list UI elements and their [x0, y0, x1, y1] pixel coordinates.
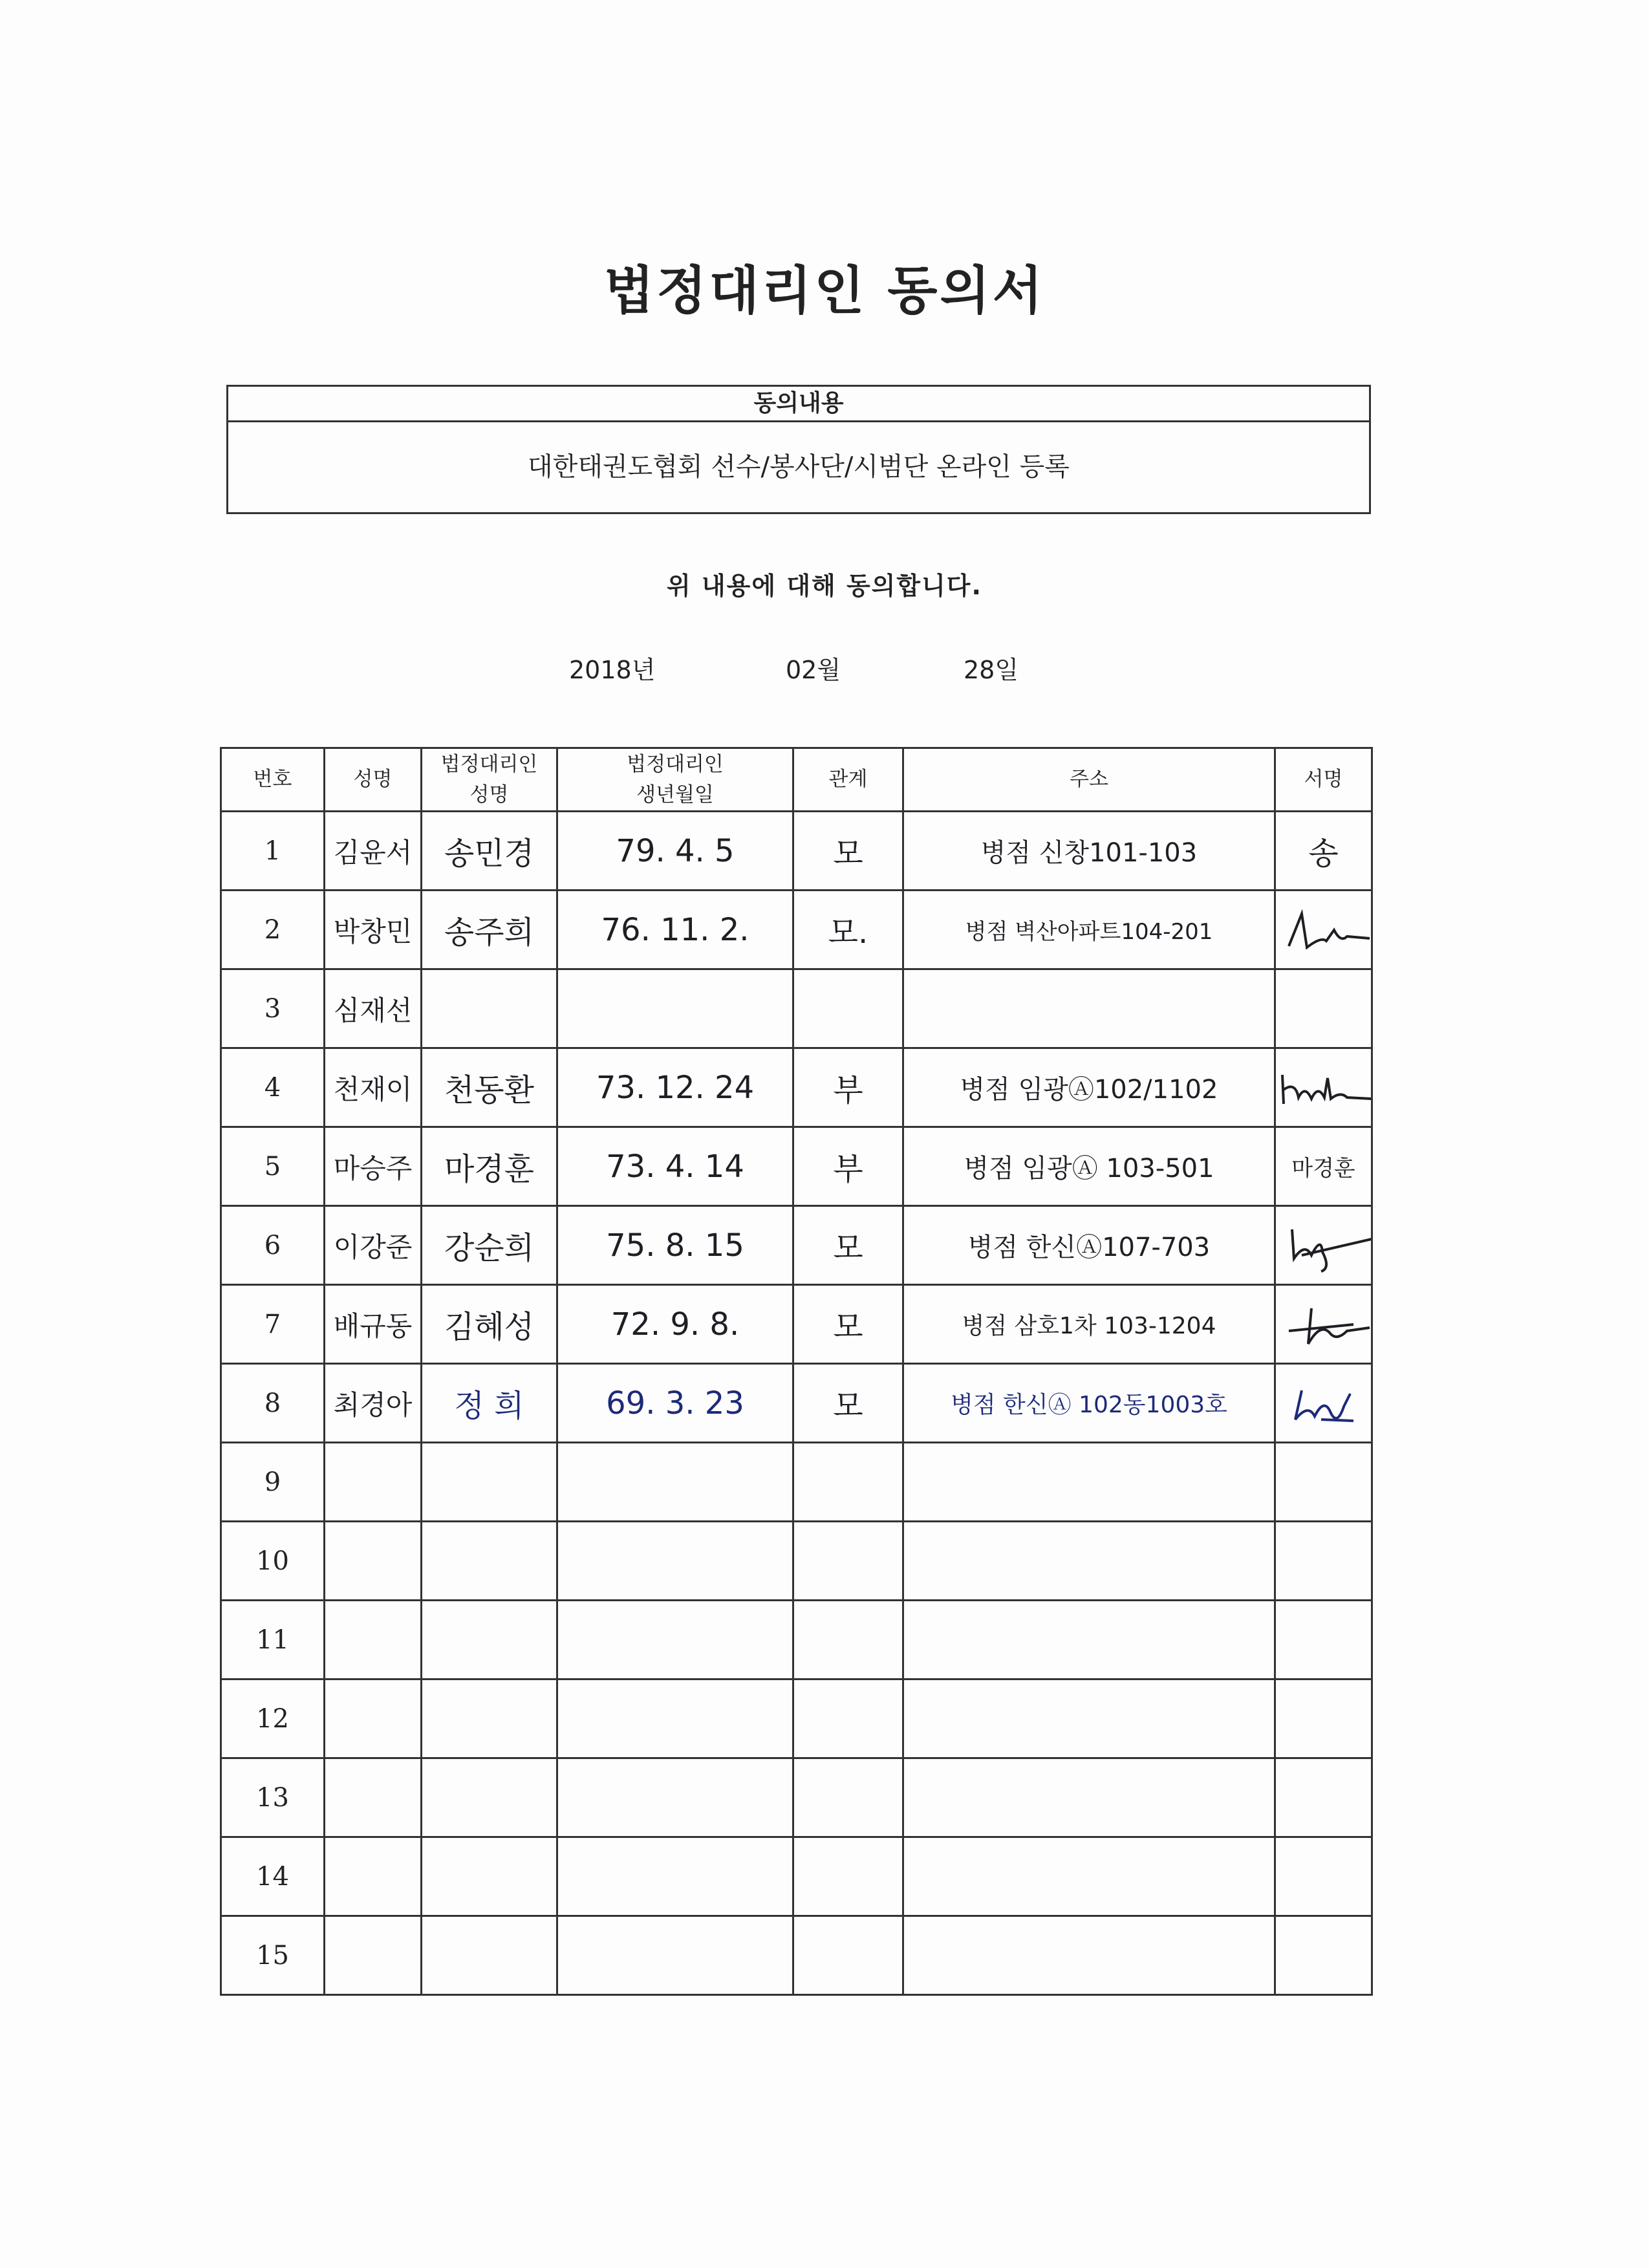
- guardian-name: 김혜성: [422, 1285, 557, 1364]
- table-row: [221, 1443, 1372, 1522]
- relation: [793, 1601, 903, 1679]
- signature: [1275, 1206, 1372, 1285]
- signature: [1275, 1285, 1372, 1364]
- consent-body: 대한태권도협회 선수/봉사단/시범단 온라인 등록: [528, 452, 1070, 482]
- guardian-name: [422, 969, 557, 1048]
- signature: [1275, 1364, 1372, 1443]
- signature-scribble: [1276, 1059, 1372, 1117]
- row-number: 15: [221, 1916, 325, 1995]
- guardian-name: [422, 1601, 557, 1679]
- child-name: 심재선: [325, 969, 422, 1048]
- address: [903, 1443, 1275, 1522]
- address: [903, 1679, 1275, 1758]
- row-number: 1: [221, 812, 325, 891]
- header-guardian-name: 법정대리인 성명: [422, 748, 557, 812]
- guardian-birth: [557, 1916, 793, 1995]
- address: [903, 1522, 1275, 1601]
- guardian-name: 송주희: [422, 891, 557, 969]
- table-row: [221, 1679, 1372, 1758]
- guardian-birth: [557, 1522, 793, 1601]
- address: 병점 신창101-103: [903, 812, 1275, 891]
- guardian-name: [422, 1758, 557, 1837]
- row-number: 3: [221, 969, 325, 1048]
- guardian-table: [220, 747, 1373, 1996]
- table-row: [221, 1522, 1372, 1601]
- row-number: 7: [221, 1285, 325, 1364]
- guardian-name: 강순희: [422, 1206, 557, 1285]
- consent-box: [226, 385, 1371, 514]
- row-number: 9: [221, 1443, 325, 1522]
- guardian-birth: [557, 1837, 793, 1916]
- signature: 마경훈: [1275, 1127, 1372, 1206]
- signature-scribble: [1276, 1295, 1372, 1354]
- table-row: [221, 1916, 1372, 1995]
- table-row: [221, 1206, 1372, 1285]
- relation: [793, 969, 903, 1048]
- relation: [793, 1443, 903, 1522]
- guardian-birth: 72. 9. 8.: [557, 1285, 793, 1364]
- child-name: [325, 1916, 422, 1995]
- signature: [1275, 891, 1372, 969]
- child-name: 박창민: [325, 891, 422, 969]
- relation: 모: [793, 812, 903, 891]
- guardian-birth: [557, 1443, 793, 1522]
- row-number: 2: [221, 891, 325, 969]
- table-row: [221, 1127, 1372, 1206]
- table-row: [221, 891, 1372, 969]
- signature-scribble: [1276, 1374, 1372, 1432]
- table-row: [221, 1758, 1372, 1837]
- header-signature: 서명: [1275, 748, 1372, 812]
- row-number: 5: [221, 1127, 325, 1206]
- date-month: 02월: [786, 656, 841, 684]
- header-guardian-birth: 법정대리인 생년월일: [557, 748, 793, 812]
- address: 병점 한신Ⓐ107-703: [903, 1206, 1275, 1285]
- child-name: [325, 1601, 422, 1679]
- signature: [1275, 969, 1372, 1048]
- signature: [1275, 1916, 1372, 1995]
- child-name: 배규동: [325, 1285, 422, 1364]
- header-relation: 관계: [793, 748, 903, 812]
- table-row: [221, 1048, 1372, 1127]
- row-number: 12: [221, 1679, 325, 1758]
- signature: [1275, 1443, 1372, 1522]
- row-number: 8: [221, 1364, 325, 1443]
- table-row: [221, 969, 1372, 1048]
- guardian-birth: [557, 1679, 793, 1758]
- document-title: 법정대리인 동의서: [603, 261, 1046, 321]
- relation: [793, 1837, 903, 1916]
- guardian-name: 송민경: [422, 812, 557, 891]
- address: 병점 임광Ⓐ102/1102: [903, 1048, 1275, 1127]
- signature: 송: [1275, 812, 1372, 891]
- child-name: [325, 1443, 422, 1522]
- row-number: 4: [221, 1048, 325, 1127]
- child-name: 천재이: [325, 1048, 422, 1127]
- guardian-birth: 79. 4. 5: [557, 812, 793, 891]
- row-number: 13: [221, 1758, 325, 1837]
- relation: 모: [793, 1206, 903, 1285]
- header-address: 주소: [903, 748, 1275, 812]
- signature: [1275, 1601, 1372, 1679]
- table-row: [221, 812, 1372, 891]
- row-number: 10: [221, 1522, 325, 1601]
- row-number: 14: [221, 1837, 325, 1916]
- guardian-birth: [557, 1758, 793, 1837]
- relation: [793, 1522, 903, 1601]
- relation: 모.: [793, 891, 903, 969]
- relation: 부: [793, 1127, 903, 1206]
- address: [903, 1916, 1275, 1995]
- guardian-name: [422, 1443, 557, 1522]
- address: [903, 1837, 1275, 1916]
- table-row: [221, 1601, 1372, 1679]
- table-row: [221, 1364, 1372, 1443]
- address: 병점 임광Ⓐ 103-501: [903, 1127, 1275, 1206]
- signature: [1275, 1522, 1372, 1601]
- child-name: [325, 1679, 422, 1758]
- signature: [1275, 1048, 1372, 1127]
- child-name: 김윤서: [325, 812, 422, 891]
- relation: [793, 1916, 903, 1995]
- guardian-birth: 75. 8. 15: [557, 1206, 793, 1285]
- child-name: 이강준: [325, 1206, 422, 1285]
- signature-scribble: [1276, 901, 1372, 959]
- table-header-row: [221, 748, 1372, 812]
- table-row: [221, 1285, 1372, 1364]
- relation: 모: [793, 1285, 903, 1364]
- guardian-name: [422, 1679, 557, 1758]
- header-name: 성명: [325, 748, 422, 812]
- agree-statement: 위 내용에 대해 동의합니다.: [667, 572, 982, 600]
- relation: 부: [793, 1048, 903, 1127]
- table-row: [221, 1837, 1372, 1916]
- row-number: 11: [221, 1601, 325, 1679]
- signature: [1275, 1837, 1372, 1916]
- guardian-birth: 69. 3. 23: [557, 1364, 793, 1443]
- guardian-birth: [557, 969, 793, 1048]
- row-number: 6: [221, 1206, 325, 1285]
- child-name: [325, 1522, 422, 1601]
- guardian-birth: 73. 4. 14: [557, 1127, 793, 1206]
- relation: [793, 1679, 903, 1758]
- signature: [1275, 1679, 1372, 1758]
- guardian-birth: [557, 1601, 793, 1679]
- address: 병점 삼호1차 103-1204: [903, 1285, 1275, 1364]
- child-name: [325, 1758, 422, 1837]
- child-name: [325, 1837, 422, 1916]
- address: [903, 1601, 1275, 1679]
- relation: 모: [793, 1364, 903, 1443]
- date-year: 2018년: [569, 656, 656, 684]
- guardian-name: 천동환: [422, 1048, 557, 1127]
- address: [903, 969, 1275, 1048]
- date-day: 28일: [964, 656, 1019, 684]
- relation: [793, 1758, 903, 1837]
- guardian-birth: 76. 11. 2.: [557, 891, 793, 969]
- consent-header: 동의내용: [228, 387, 1369, 422]
- header-no: 번호: [221, 748, 325, 812]
- guardian-name: 정 희: [422, 1364, 557, 1443]
- guardian-name: [422, 1837, 557, 1916]
- address: 병점 벽산아파트104-201: [903, 891, 1275, 969]
- child-name: 최경아: [325, 1364, 422, 1443]
- guardian-name: [422, 1522, 557, 1601]
- guardian-name: [422, 1916, 557, 1995]
- signature: [1275, 1758, 1372, 1837]
- guardian-name: 마경훈: [422, 1127, 557, 1206]
- signature-scribble: [1276, 1216, 1372, 1275]
- address: [903, 1758, 1275, 1837]
- child-name: 마승주: [325, 1127, 422, 1206]
- address: 병점 한신Ⓐ 102동1003호: [903, 1364, 1275, 1443]
- guardian-birth: 73. 12. 24: [557, 1048, 793, 1127]
